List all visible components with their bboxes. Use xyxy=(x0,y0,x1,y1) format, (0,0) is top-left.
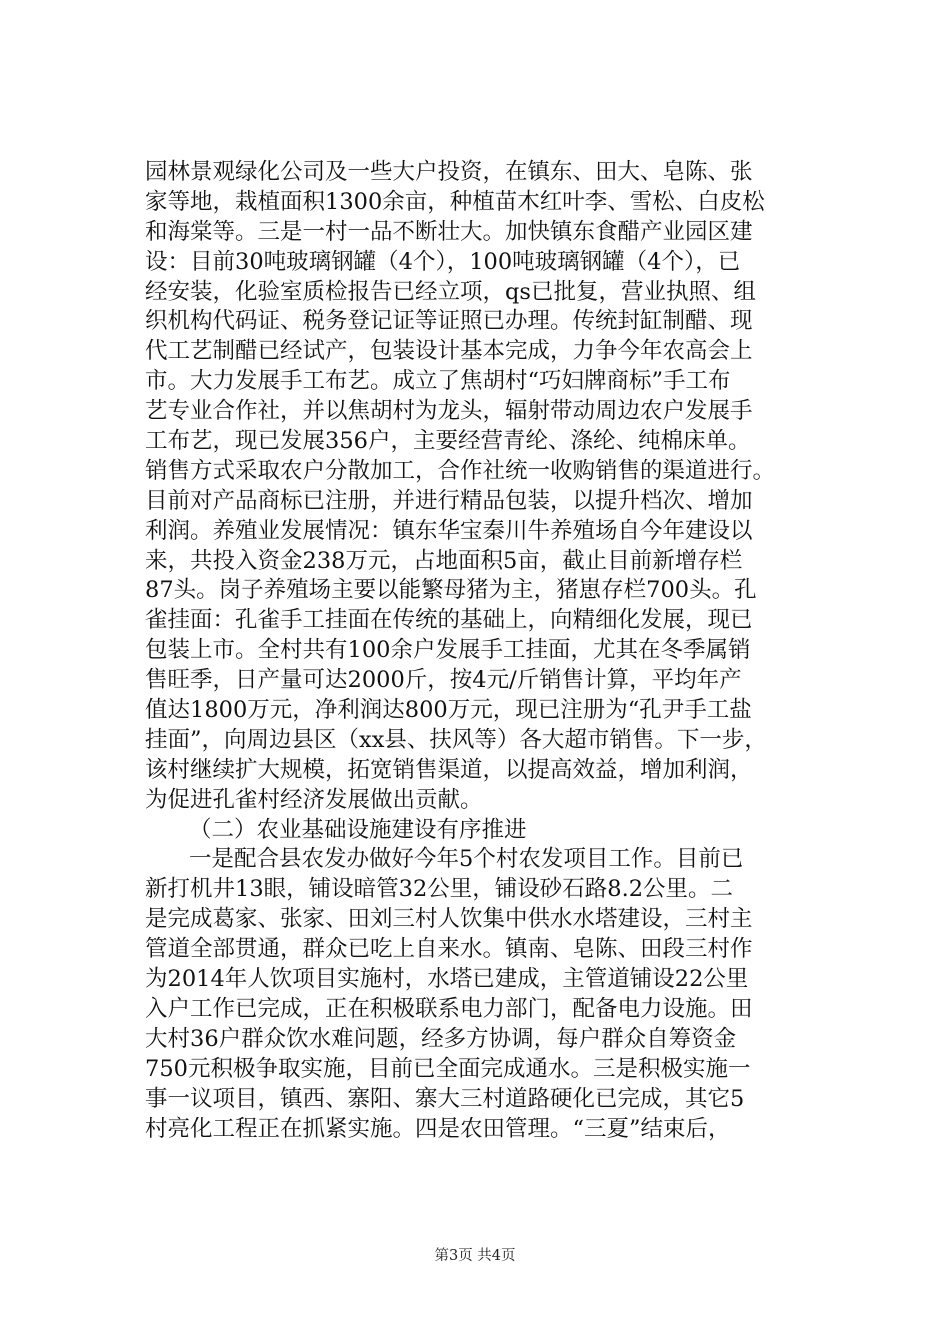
text-line: 利润。养殖业发展情况：镇东华宝秦川牛养殖场自今年建设以 xyxy=(145,517,753,544)
text-line: 雀挂面：孔雀手工挂面在传统的基础上，向精细化发展，现已 xyxy=(145,607,753,634)
text-line: 为促进孔雀村经济发展做出贡献。 xyxy=(145,786,483,813)
text-line: 家等地，栽植面积1300余亩，种植苗木红叶李、雪松、白皮松 xyxy=(145,188,765,215)
text-line: 销售方式采取农户分散加工，合作社统一收购销售的渠道进行。 xyxy=(145,457,776,484)
section-heading: （二）农业基础设施建设有序推进 xyxy=(189,816,527,843)
text-line: 入户工作已完成，正在积极联系电力部门，配备电力设施。田 xyxy=(145,995,753,1022)
text-line: 是完成葛家、张家、田刘三村人饮集中供水水塔建设，三村主 xyxy=(145,906,753,933)
text-line: 织机构代码证、税务登记证等证照已办理。传统封缸制醋、现 xyxy=(145,308,753,335)
text-line: 设：目前30吨玻璃钢罐（4个），100吨玻璃钢罐（4个），已 xyxy=(145,248,741,275)
text-line: 园林景观绿化公司及一些大户投资，在镇东、田大、皂陈、张 xyxy=(145,159,753,185)
text-line: 售旺季，日产量可达2000斤，按4元/斤销售计算，平均年产 xyxy=(145,667,742,694)
text-line: 市。大力发展手工布艺。成立了焦胡村“巧妇牌商标”手工布 xyxy=(145,368,731,395)
text-line: 大村36户群众饮水难问题，经多方协调，每户群众自筹资金 xyxy=(145,1025,737,1052)
text-line: 为2014年人饮项目实施村，水塔已建成，主管道铺设22公里 xyxy=(145,966,749,993)
text-line: 和海棠等。三是一村一品不断壮大。加快镇东食醋产业园区建 xyxy=(145,218,753,245)
text-line: 包装上市。全村共有100余户发展手工挂面，尤其在冬季属销 xyxy=(145,637,751,664)
text-line: 来，共投入资金238万元，占地面积5亩，截止目前新增存栏 xyxy=(145,547,743,574)
text-line: 工布艺，现已发展356户，主要经营青纶、涤纶、纯棉床单。 xyxy=(145,428,751,455)
text-line: 750元积极争取实施，目前已全面完成通水。三是积极实施一 xyxy=(145,1055,751,1082)
text-line: 新打机井13眼，铺设暗管32公里，铺设砂石路8.2公里。二 xyxy=(145,876,734,903)
body-text xyxy=(145,158,845,1144)
text-line: 经安装，化验室质检报告已经立项，qs已批复，营业执照、组 xyxy=(145,278,756,305)
text-line: 目前对产品商标已注册，并进行精品包装，以提升档次、增加 xyxy=(145,487,753,514)
paragraph-start-line: 一是配合县农发办做好今年5个村农发项目工作。目前已 xyxy=(189,846,744,873)
page-number-footer: 第3页 共4页 xyxy=(434,1248,516,1264)
text-line: 管道全部贯通，群众已吃上自来水。镇南、皂陈、田段三村作 xyxy=(145,936,753,963)
text-line: 87头。岗子养殖场主要以能繁母猪为主，猪崽存栏700头。孔 xyxy=(145,577,757,604)
text-line: 挂面”，向周边县区（xx县、扶风等）各大超市销售。下一步， xyxy=(145,726,767,753)
text-line: 值达1800万元，净利润达800万元，现已注册为“孔尹手工盐 xyxy=(145,697,752,724)
text-line: 艺专业合作社，并以焦胡村为龙头，辐射带动周边农户发展手 xyxy=(145,398,753,425)
text-line: 村亮化工程正在抓紧实施。四是农田管理。“三夏”结束后， xyxy=(145,1115,731,1142)
text-line: 代工艺制醋已经试产，包装设计基本完成，力争今年农高会上 xyxy=(145,338,753,365)
text-line: 事一议项目，镇西、寨阳、寨大三村道路硬化已完成，其它5 xyxy=(145,1085,745,1112)
text-line: 该村继续扩大规模，拓宽销售渠道，以提高效益，增加利润， xyxy=(145,756,753,783)
